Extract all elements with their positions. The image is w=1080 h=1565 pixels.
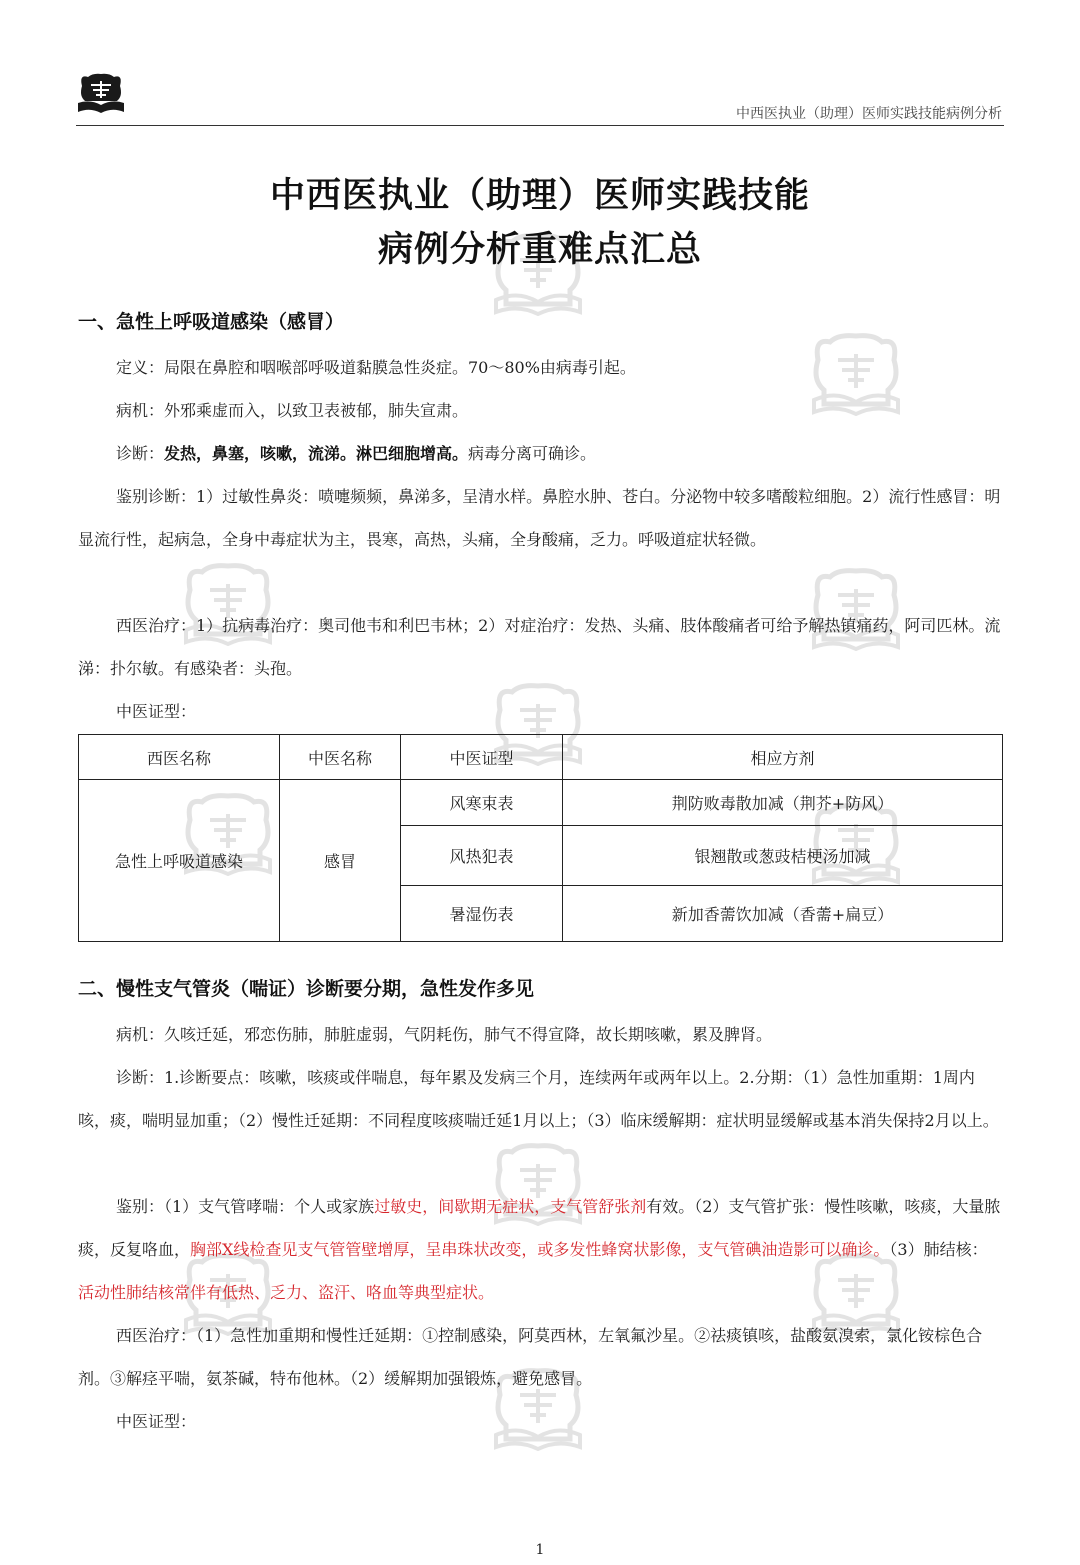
table-row [79, 780, 1003, 826]
differential-highlight: 胸部X线检查见支气管管壁增厚，呈串珠状改变，或多发性蜂窝状影像，支气管碘油造影可以确诊。 [190, 1240, 890, 1259]
section2-tcm-label: 中医证型： [116, 1412, 197, 1431]
differential-text: 鉴别：（1）支气管哮喘：个人或家族 [116, 1197, 375, 1216]
syndrome-cell: 风热犯表 [401, 826, 563, 886]
syndrome-cell: 风寒束表 [401, 780, 563, 826]
diagnosis-prefix: 诊断： [116, 444, 165, 463]
section1-tcm-label: 中医证型： [116, 702, 197, 721]
section2-pathogenesis: 病机：久咳迁延，邪恋伤肺，肺脏虚弱，气阴耗伤，肺气不得宣降，故长期咳嗽，累及脾肾。 [116, 1025, 773, 1044]
section2-western-treatment: 西医治疗：（1）急性加重期和慢性迁延期：①控制感染，阿莫西林，左氧氟沙星。②祛痰镇咳，盐酸氨溴索，氯化铵棕色合剂。③解痉平喘，氨茶碱，特布他林。（2）缓解期加强锻炼，避免感冒。 [78, 1326, 983, 1388]
table-header-row [79, 735, 1003, 780]
western-name-cell: 急性上呼吸道感染 [79, 780, 280, 942]
differential-highlight: 活动性肺结核常伴有低热、乏力、盗汗、咯血等典型症状。 [78, 1283, 495, 1302]
formula-cell: 荆防败毒散加减（荆芥+防风） [563, 780, 1003, 826]
differential-highlight: 过敏史，间歇期无症状，支气管舒张剂 [374, 1197, 647, 1216]
section1-pathogenesis: 病机：外邪乘虚而入，以致卫表被郁，肺失宣肃。 [116, 401, 469, 420]
section1-western-treatment: 西医治疗：1）抗病毒治疗：奥司他韦和利巴韦林；2）对症治疗：发热、头痛、肢体酸痛者可给予解热镇痛药，阿司匹林。流涕：扑尔敏。有感染者：头孢。 [78, 616, 1001, 678]
formula-cell: 新加香薷饮加减（香薷+扁豆） [563, 886, 1003, 942]
section1-heading: 一、急性上呼吸道感染（感冒） [78, 311, 345, 333]
tiger-book-logo-icon [76, 72, 126, 114]
section1-differential: 鉴别诊断：1）过敏性鼻炎：喷嚏频频，鼻涕多，呈清水样。鼻腔水肿、苍白。分泌物中较多嗜酸粒细胞。2）流行性感冒：明显流行性，起病急，全身中毒症状为主，畏寒，高热，头痛，全身酸痛，乏力。呼吸道症状轻微。 [78, 487, 1001, 549]
header-divider [76, 125, 1004, 126]
table-header: 中医名称 [280, 735, 401, 780]
section1-definition: 定义：局限在鼻腔和咽喉部呼吸道黏膜急性炎症。70～80%由病毒引起。 [116, 358, 636, 377]
diagnosis-key-symptoms: 发热，鼻塞，咳嗽，流涕。淋巴细胞增高。 [164, 444, 469, 463]
table-header: 相应方剂 [563, 735, 1003, 780]
differential-text: （3）肺结核： [889, 1240, 988, 1259]
section1-diagnosis [78, 432, 1002, 475]
formula-cell: 银翘散或葱豉桔梗汤加减 [563, 826, 1003, 886]
section2-heading: 二、慢性支气管炎（喘证）诊断要分期，急性发作多见 [78, 978, 535, 1000]
document-title-line2: 病例分析重难点汇总 [377, 230, 702, 270]
diagnosis-rest: 病毒分离可确诊。 [468, 444, 597, 463]
section2-differential [78, 1185, 1002, 1314]
table-header: 中医证型 [401, 735, 563, 780]
section2-diagnosis: 诊断：1.诊断要点：咳嗽，咳痰或伴喘息，每年累及发病三个月，连续两年或两年以上。2.分期：（1）急性加重期：1周内咳，痰，喘明显加重；（2）慢性迁延期：不同程度咳痰喘迁延1月以上；（3）临床缓解期：症状明显缓解或基本消失保持2月以上。 [78, 1068, 999, 1130]
table-header: 西医名称 [79, 735, 280, 780]
document-title-line1: 中西医执业（助理）医师实践技能 [269, 176, 810, 216]
differential-text: 有效。（2）支气管扩张：慢性咳嗽，咳痰，大量脓痰，反复咯血， [78, 1197, 1001, 1259]
running-header-title: 中西医执业（助理）医师实践技能病例分析 [736, 106, 1002, 122]
syndrome-cell: 暑湿伤表 [401, 886, 563, 942]
page-number: 1 [535, 1542, 545, 1558]
tcm-syndrome-table [78, 734, 1003, 942]
tcm-name-cell: 感冒 [280, 780, 401, 942]
